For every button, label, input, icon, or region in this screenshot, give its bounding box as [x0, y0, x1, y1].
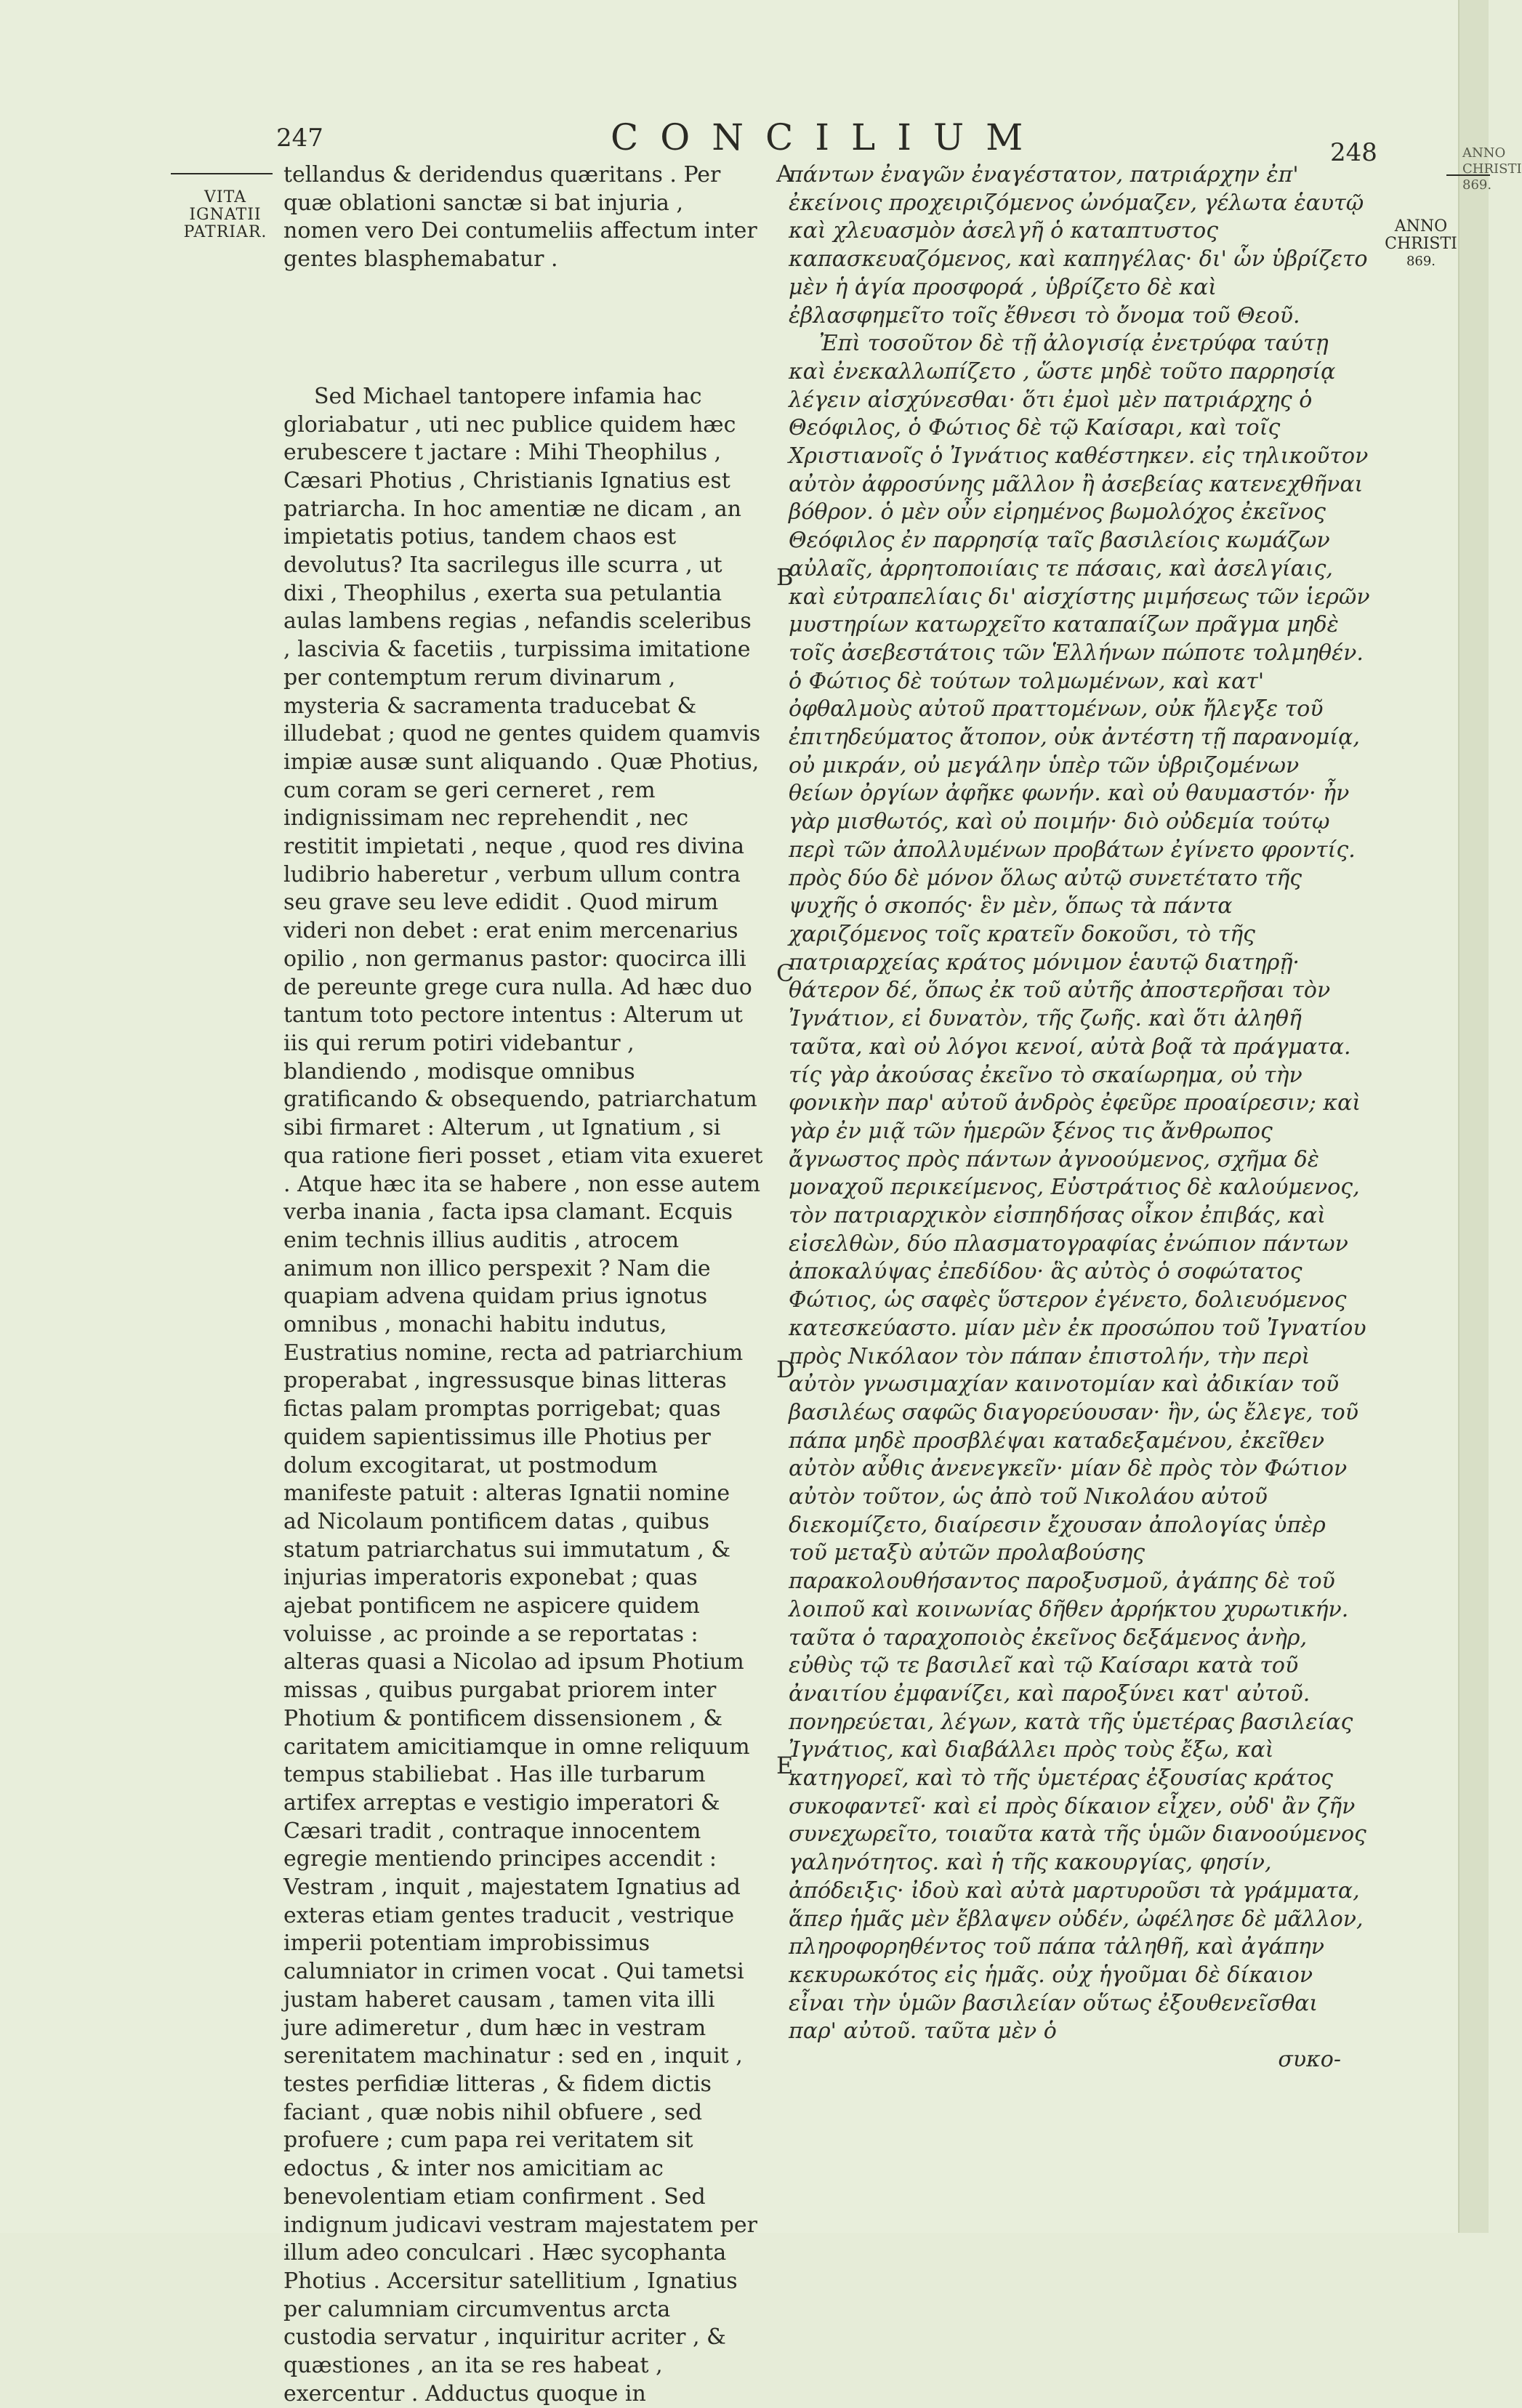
page-number-right: 248: [1330, 138, 1377, 167]
margin-note-line: PATRIAR.: [183, 223, 267, 241]
greek-column: [789, 161, 1370, 2074]
latin-column: [283, 161, 763, 2408]
margin-note-line: VITA: [204, 188, 246, 206]
page-header: [276, 116, 1377, 167]
running-title: CONCILIUM: [611, 116, 1045, 158]
facing-page-edge: [1458, 0, 1522, 2233]
section-letter: D: [776, 1356, 795, 1383]
margin-note-year: 869.: [1406, 254, 1436, 269]
page-number-left: 247: [276, 124, 323, 153]
paragraph-gap: [283, 274, 763, 383]
section-letter: C: [776, 959, 794, 987]
section-letter: E: [776, 1752, 794, 1779]
catchword: συκο-: [1278, 2047, 1341, 2073]
margin-note-left: [182, 189, 269, 241]
margin-note-line: IGNATII: [189, 206, 262, 224]
latin-paragraph: Sed Michael tantopere infamia hac gloriabatur , uti nec publice quidem hæc erubescere t jactare : Mihi Theophilus , Cæsari Photius , Christianis Ignatius est patriarcha. In hoc amentiæ ne dicam , an impietatis potius, tandem chaos est devolutus? Ita sacrilegus ille scurra , ut dixi , Theophilus , exerta sua petulantia aulas lambens regias , nefandis sceleribus , lascivia & facetiis , turpissima imitatione per contemptum rerum divinarum , mysteria & sacramenta traducebat & illudebat ; quod ne gentes quidem quamvis impiæ ausæ sunt aliquando . Quæ Photius, cum coram se geri cerneret , rem indignissimam nec reprehendit , nec restitit impietati , neque , quod res divina ludibrio haberetur , verbum ullum contra seu grave seu leve edidit . Quod mirum videri non debet : erat enim mercenarius opilio , non germanus pastor: quocirca illi de pereunte grege cura nulla. Ad hæc duo tantum toto pectore intentus : Alterum ut iis qui rerum potiri videbantur , blandiendo , modisque omnibus gratificando & obsequendo, patriarchatum sibi firmaret : Alterum , ut Ignatium , si qua ratione fieri posset , etiam vita exueret . Atque hæc ita se habere , non esse autem verba inania , facta ipsa clamant. Ecquis enim technis illius auditis , atrocem animum non illico perspexit ? Nam die quapiam advena quidam prius ignotus omnibus , monachi habitu indutus, Eustratius nomine, recta ad patriarchium properabat , ingressusque binas litteras fictas palam promptas porrigebat; quas quidem sapientissimus ille Photius per dolum excogitarat, ut postmodum manifeste patuit : alteras Ignatii nomine ad Nicolaum pontificem datas , quibus statum patriarchatus sui immutatum , & injurias imperatoris exponebat ; quas ajebat pontificem ne aspicere quidem voluisse , ac proinde a se reportatas : alteras quasi a Nicolao ad ipsum Photium missas , quibus purgabat priorem inter Photium & pontificem dissensionem , & caritatem amicitiamque in omne reliquum tempus stabiliebat . Has ille turbarum artifex arreptas e vestigio imperatori & Cæsari tradit , contraque innocentem egregie mentiendo principes accendit : Vestram , inquit , majestatem Ignatius ad exteras etiam gentes traducit , vestrique imperii potentiam improbissimus calumniator in crimen vocat . Qui tametsi justam haberet causam , tamen vita illi jure adimeretur , dum hæc in vestram serenitatem machinatur : sed en , inquit , testes perfidiæ litteras , & fidem dictis faciant , quæ nobis nihil obfuere , sed profuere ; cum papa rei veritatem sit edoctus , & inter nos amicitiam ac benevolentiam etiam confirment . Sed indignum judicavi vestram majestatem per illum adeo conculcari . Hæc sycophanta Photius . Accersitur satellitium , Ignatius per calumniam circumventus arcta custodia servatur , inquiritur acriter , & quæstiones , an ita se res habeat , exercentur . Adductus quoque in: [283, 383, 763, 2407]
latin-paragraph: tellandus & deridendus quæritans . Per quæ oblationi sanctæ si bat injuria , nomen vero Dei contumeliis affectum inter gentes blasphemabatur .: [283, 162, 757, 273]
margin-note-line: ANNO: [1394, 217, 1448, 235]
section-letter: B: [776, 563, 794, 591]
margin-note-right: [1381, 218, 1461, 270]
header-rule-right: [1446, 174, 1490, 176]
greek-paragraph: πάντων ἐναγῶν ἐναγέστατον, πατριάρχην ἐπ' ἐκείνοις προχειριζόμενος ὠνόμαζεν, γέλωτα ἑαυτῷ καὶ χλευασμὸν ἀσελγῆ ὁ καταπτυστος καπασκευαζόμενος, καὶ καπηγέλας· δι' ὧν ὑβρίζετο μὲν ἡ ἁγία προσφορά , ὑβρίζετο δὲ καὶ ἐβλασφημεῖτο τοῖς ἔθνεσι τὸ ὄνομα τοῦ Θεοῦ.: [789, 162, 1368, 329]
margin-note-line: CHRISTI: [1385, 235, 1457, 253]
header-rule: [171, 173, 273, 174]
greek-paragraph: Ἐπὶ τοσοῦτον δὲ τῇ ἀλογισίᾳ ἐνετρύφα ταύτῃ καὶ ἐνεκαλλωπίζετο , ὥστε μηδὲ τοῦτο παρρησίᾳ λέγειν αἰσχύνεσθαι· ὅτι ἐμοὶ μὲν πατριάρχης ὁ Θεόφιλος, ὁ Φώτιος δὲ τῷ Καίσαρι, καὶ τοῖς Χριστιανοῖς ὁ Ἰγνάτιος καθέστηκεν. εἰς τηλικοῦτον αὐτὸν ἀφροσύνης μᾶλλον ἢ ἀσεβείας κατενεχθῆναι βόθρον. ὁ μὲν οὖν εἰρημένος βωμολόχος ἐκεῖνος Θεόφιλος ἐν παρρησίᾳ ταῖς βασιλείοις κωμάζων αὐλαῖς, ἀρρητοποιίαις τε πάσαις, καὶ ἀσελγίαις, καὶ εὐτραπελίαις δι' αἰσχίστης μιμήσεως τῶν ἱερῶν μυστηρίων κατωρχεῖτο καταπαίζων πρᾶγμα μηδὲ τοῖς ἀσεβεστάτοις τῶν Ἑλλήνων πώποτε τολμηθέν. ὁ Φώτιος δὲ τούτων τολμωμένων, καὶ κατ' ὀφθαλμοὺς αὐτοῦ πραττομένων, οὐκ ἤλεγξε τοῦ ἐπιτηδεύματος ἄτοπον, οὐκ ἀντέστη τῇ παρανομίᾳ, οὐ μικράν, οὐ μεγάλην ὑπὲρ τῶν ὑβριζομένων θείων ὀργίων ἀφῆκε φωνήν. καὶ οὐ θαυμαστόν· ἦν γὰρ μισθωτός, καὶ οὐ ποιμήν· διὸ οὐδεμία τούτῳ περὶ τῶν ἀπολλυμένων προβάτων ἐγίνετο φροντίς. πρὸς δύο δὲ μόνον ὅλως αὐτῷ συνετέτατο τῆς ψυχῆς ὁ σκοπός· ἓν μὲν, ὅπως τὰ πάντα χαριζόμενος τοῖς κρατεῖν δοκοῦσι, τὸ τῆς πατριαρχείας κράτος μόνιμον ἑαυτῷ διατηρῇ· θάτερον δέ, ὅπως ἐκ τοῦ αὐτῆς ἀποστερῆσαι τὸν Ἰγνάτιον, εἰ δυνατὸν, τῆς ζωῆς. καὶ ὅτι ἀληθῆ ταῦτα, καὶ οὐ λόγοι κενοί, αὐτὰ βοᾷ τὰ πράγματα. τίς γὰρ ἀκούσας ἐκεῖνο τὸ σκαίωρημα, οὐ τὴν φονικὴν παρ' αὐτοῦ ἀνδρὸς ἐφεῦρε προαίρεσιν; καὶ γὰρ ἐν μιᾷ τῶν ἡμερῶν ξένος τις ἄνθρωπος ἄγνωστος πρὸς πάντων ἀγνοούμενος, σχῆμα δὲ μοναχοῦ περικείμενος, Εὐστράτιος δὲ καλούμενος, τὸν πατριαρχικὸν εἰσπηδήσας οἶκον ἐπιβάς, καὶ εἰσελθὼν, δύο πλασματογραφίας ἐνώπιον πάντων ἀποκαλύψας ἐπεδίδου· ἃς αὐτὸς ὁ σοφώτατος Φώτιος, ὡς σαφὲς ὕστερον ἐγένετο, δολιευόμενος κατεσκεύαστο. μίαν μὲν ἐκ προσώπου τοῦ Ἰγνατίου πρὸς Νικόλαον τὸν πάπαν ἐπιστολήν, τὴν περὶ αὐτὸν γνωσιμαχίαν καινοτομίαν καὶ ἀδικίαν τοῦ βασιλέως σαφῶς διαγορεύουσαν· ἣν, ὡς ἔλεγε, τοῦ πάπα μηδὲ προσβλέψαι καταδεξαμένου, ἐκεῖθεν αὐτὸν αὖθις ἀνενεγκεῖν· μίαν δὲ πρὸς τὸν Φώτιον αὐτὸν τοῦτον, ὡς ἀπὸ τοῦ Νικολάου αὐτοῦ διεκομίζετο, διαίρεσιν ἔχουσαν ἀπολογίας ὑπὲρ τοῦ μεταξὺ αὐτῶν προλαβούσης παρακολουθήσαντος παροξυσμοῦ, ἀγάπης δὲ τοῦ λοιποῦ καὶ κοινωνίας δῆθεν ἀρρήκτου χυρωτικήν. ταῦτα ὁ ταραχοποιὸς ἐκεῖνος δεξάμενος ἀνὴρ, εὐθὺς τῷ τε βασιλεῖ καὶ τῷ Καίσαρι κατὰ τοῦ ἀναιτίου ἐμφανίζει, καὶ παροξύνει κατ' αὐτοῦ. πονηρεύεται, λέγων, κατὰ τῆς ὑμετέρας βασιλείας Ἰγνάτιος, καὶ διαβάλλει πρὸς τοὺς ἔξω, καὶ κατηγορεῖ, καὶ τὸ τῆς ὑμετέρας ἐξουσίας κράτος συκοφαντεῖ· καὶ εἰ πρὸς δίκαιον εἶχεν, οὐδ' ἂν ζῆν συνεχωρεῖτο, τοιαῦτα κατὰ τῆς ὑμῶν διανοούμενος γαληνότητος. καὶ ἡ τῆς κακουργίας, φησίν, ἀπόδειξις· ἰδοὺ καὶ αὐτὰ μαρτυροῦσι τὰ γράμματα, ἅπερ ἡμᾶς μὲν ἔβλαψεν οὐδέν, ὠφέλησε δὲ μᾶλλον, πληροφορηθέντος τοῦ πάπα τἀληθῆ, καὶ ἀγάπην κεκυρωκότος εἰς ἡμᾶς. οὐχ ἡγοῦμαι δὲ δίκαιον εἶναι τὴν ὑμῶν βασιλείαν οὕτως ἐξουθενεῖσθαι παρ' αὐτοῦ. ταῦτα μὲν ὁ: [789, 331, 1370, 2045]
section-letter: A: [776, 160, 794, 188]
spine-margin-note: ANNO CHRISTI 869.: [1462, 145, 1522, 193]
